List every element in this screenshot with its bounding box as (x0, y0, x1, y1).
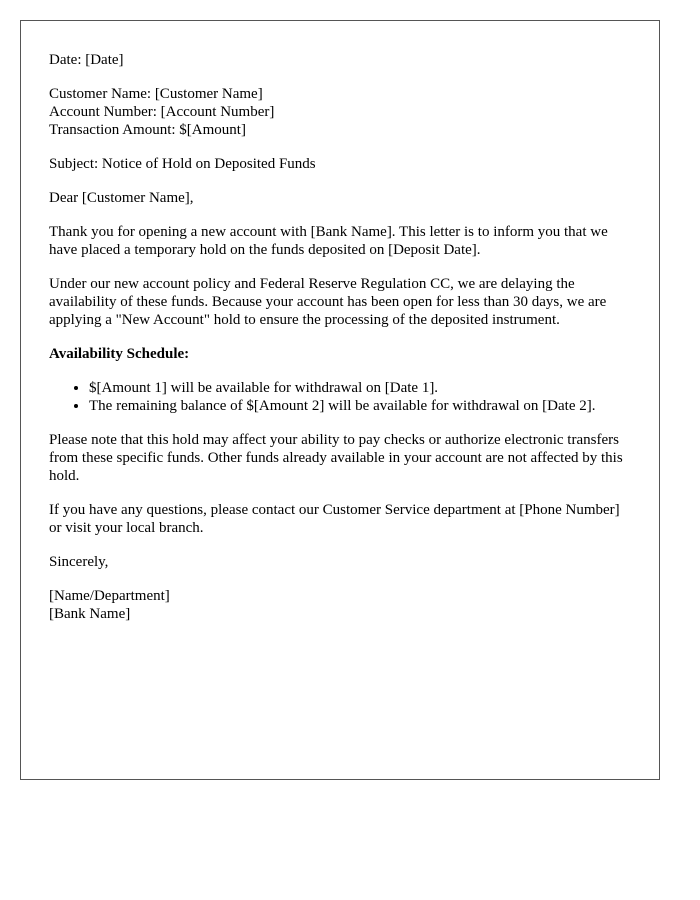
date-line: Date: [Date] (49, 52, 124, 68)
policy-paragraph: Under our new account policy and Federal Reserve Regulation CC, we are delaying the availability of these funds. Because your account has been open for less than 30 days, we are applying a "New Account" hold to ensure the processing of the deposited instrument. (49, 276, 607, 328)
schedule-list (49, 379, 631, 415)
signature-block (49, 587, 631, 623)
transaction-amount-line: Transaction Amount: $[Amount] (49, 122, 246, 138)
closing: Sincerely, (49, 554, 109, 570)
intro-paragraph: Thank you for opening a new account with [Bank Name]. This letter is to inform you that we have placed a temporary hold on the funds deposited on [Deposit Date]. (49, 224, 608, 258)
schedule-item-1: • $[Amount 1] will be available for withdrawal on [Date 1]. (89, 379, 631, 397)
schedule-item-2: • The remaining balance of $[Amount 2] will be available for withdrawal on [Date 2]. (89, 397, 631, 415)
schedule-heading: Availability Schedule: (49, 346, 190, 362)
subject-line: Subject: Notice of Hold on Deposited Funds (49, 156, 316, 172)
salutation: Dear [Customer Name], (49, 190, 194, 206)
notice-paragraph: Please note that this hold may affect your ability to pay checks or authorize electronic transfers from these specific funds. Other funds already available in your account are not affected by this hold. (49, 432, 623, 484)
customer-details (49, 85, 631, 139)
contact-paragraph: If you have any questions, please contact our Customer Service department at [Phone Number] or visit your local branch. (49, 502, 620, 536)
signature-name: [Name/Department] (49, 588, 170, 604)
letter-page (20, 20, 660, 780)
signature-bank: [Bank Name] (49, 606, 131, 622)
customer-name-line: Customer Name: [Customer Name] (49, 86, 263, 102)
account-number-line: Account Number: [Account Number] (49, 104, 275, 120)
